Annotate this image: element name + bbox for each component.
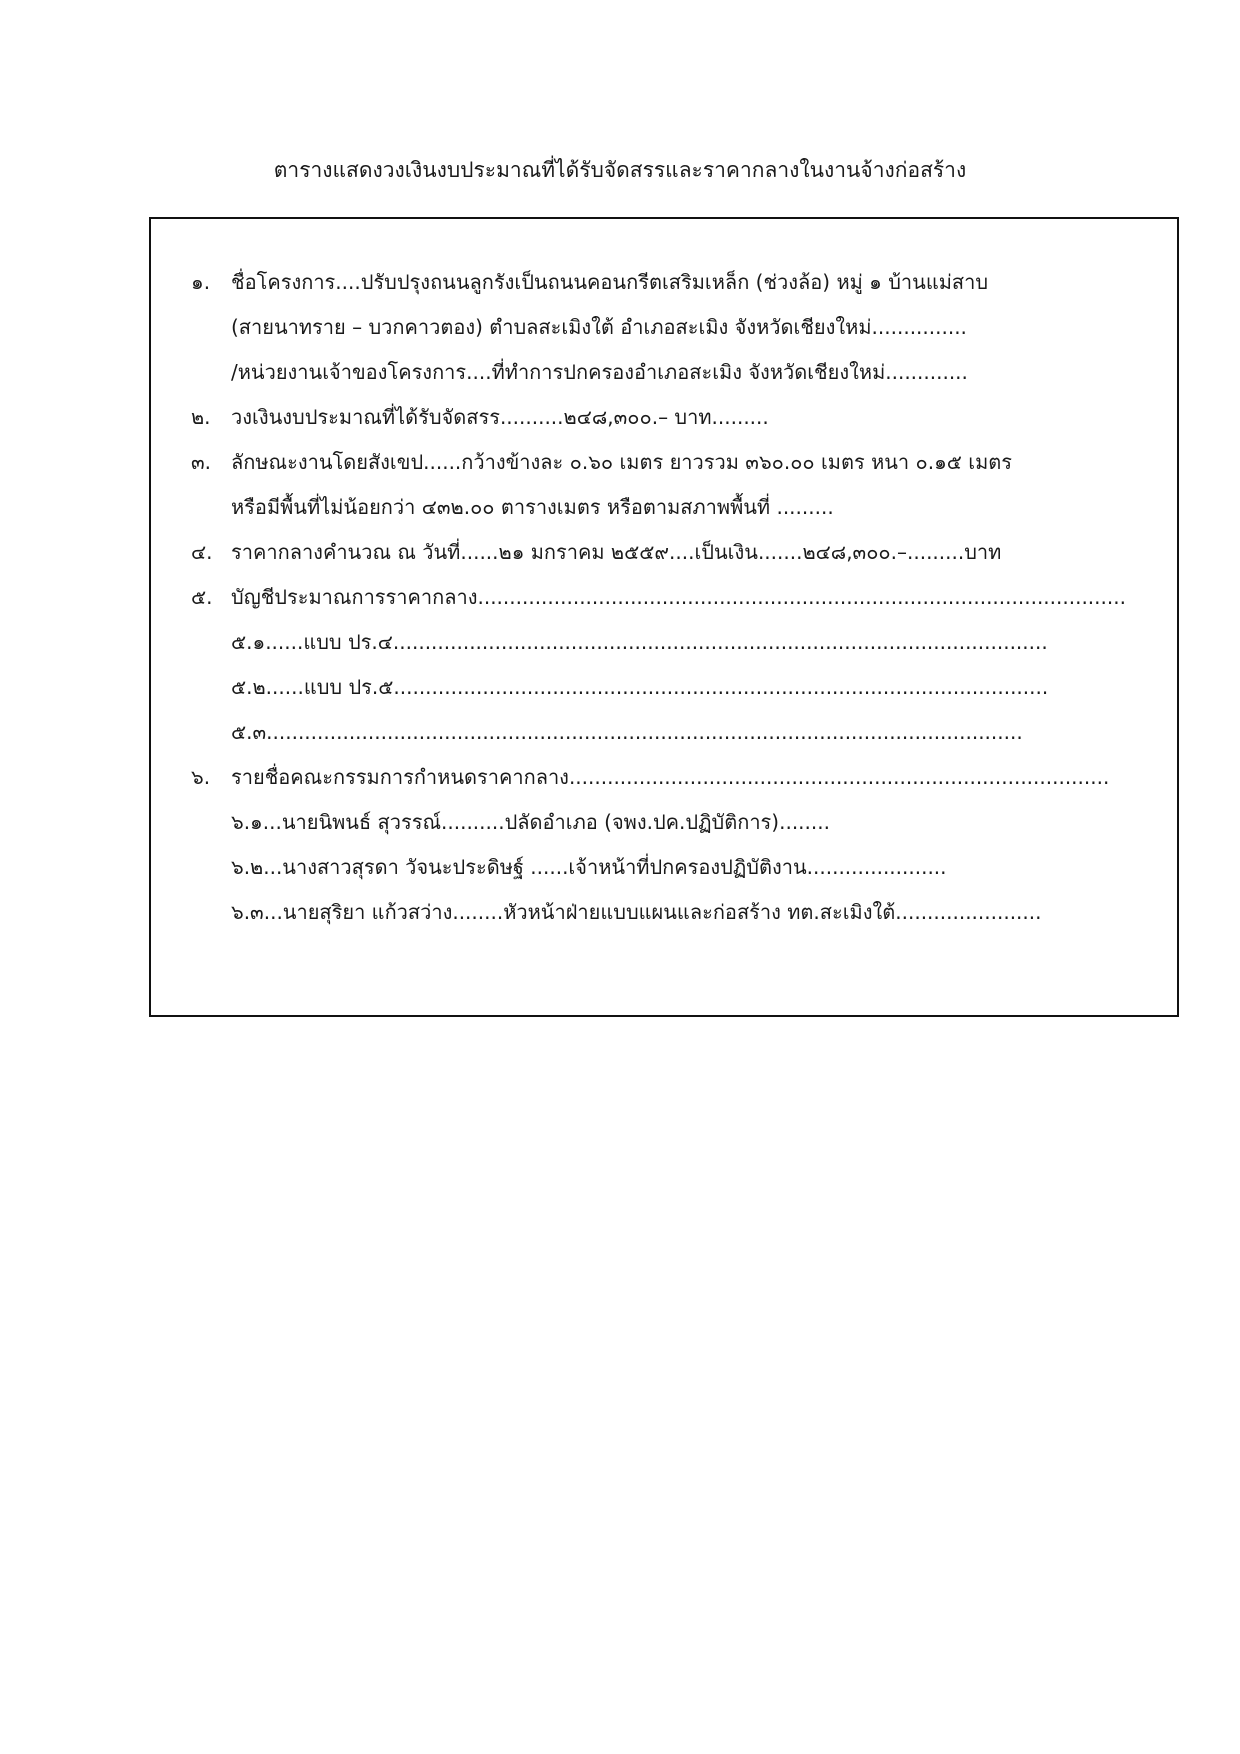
sub-item-text: ๖.๑...นายนิพนธ์ สุวรรณ์..........ปลัดอำเภอ (จพง.ปค.ปฏิบัติการ)........ [231, 810, 830, 834]
item-text: ลักษณะงานโดยสังเขป......กว้างข้างละ ๐.๖๐ เมตร ยาวรวม ๓๖๐.๐๐ เมตร หนา ๐.๑๕ เมตร [231, 450, 1013, 474]
item-5-sub-2 [231, 667, 1048, 707]
sub-item-text: ๖.๓...นายสุริยา แก้วสว่าง........หัวหน้าฝ่ายแบบแผนและก่อสร้าง ทต.สะเมิงใต้....................... [231, 900, 1042, 924]
item-5-sub-1 [231, 622, 1048, 662]
item-6-sub-3 [231, 892, 1041, 932]
item-number: ๔. [191, 540, 213, 564]
page-title: ตารางแสดงวงเงินงบประมาณที่ได้รับจัดสรรและราคากลางในงานจ้างก่อสร้าง [273, 158, 967, 182]
sub-item-text: ๕.๑......แบบ ปร.๔....................................................................................................... [231, 630, 1048, 654]
item-text: รายชื่อคณะกรรมการกำหนดราคากลาง..................................................................................... [231, 765, 1110, 789]
item-number: ๕. [191, 585, 213, 609]
item-number: ๓. [191, 450, 212, 474]
item-5-sub-3 [231, 712, 1023, 752]
sub-item-text: ๕.๓....................................................................................................................... [231, 720, 1023, 744]
item-text: (สายนาทราย – บวกคาวตอง) ตำบลสะเมิงใต้ อำเภอสะเมิง จังหวัดเชียงใหม่............... [231, 315, 967, 339]
item-3-line-2 [231, 487, 834, 527]
item-text: /หน่วยงานเจ้าของโครงการ....ที่ทำการปกครองอำเภอสะเมิง จังหวัดเชียงใหม่............. [231, 360, 968, 384]
item-text: ชื่อโครงการ....ปรับปรุงถนนลูกรังเป็นถนนคอนกรีตเสริมเหล็ก (ช่วงล้อ) หมู่ ๑ บ้านแม่สาบ [231, 270, 989, 294]
item-1-line-2 [231, 307, 967, 347]
content-box [149, 217, 1179, 1017]
item-text: หรือมีพื้นที่ไม่น้อยกว่า ๔๓๒.๐๐ ตารางเมตร หรือตามสภาพพื้นที่ ......... [231, 495, 834, 519]
item-number: ๑. [191, 270, 211, 294]
item-1-line-3 [231, 352, 968, 392]
item-number: ๖. [191, 765, 211, 789]
item-number: ๒. [191, 405, 211, 429]
item-6-sub-1 [231, 802, 830, 842]
item-text: ราคากลางคำนวณ ณ วันที่......๒๑ มกราคม ๒๕๕๙....เป็นเงิน.......๒๔๘,๓๐๐.–.........บาท [231, 540, 1002, 564]
sub-item-text: ๕.๒......แบบ ปร.๕....................................................................................................... [231, 675, 1049, 699]
item-text: วงเงินงบประมาณที่ได้รับจัดสรร..........๒๔๘,๓๐๐.– บาท......... [231, 405, 769, 429]
sub-item-text: ๖.๒...นางสาวสุรดา วัจนะประดิษฐ์ ......เจ้าหน้าที่ปกครองปฏิบัติงาน...................... [231, 855, 947, 879]
item-text: บัญชีประมาณการราคากลาง...................................................................................................... [231, 585, 1126, 609]
item-6-sub-2 [231, 847, 947, 887]
